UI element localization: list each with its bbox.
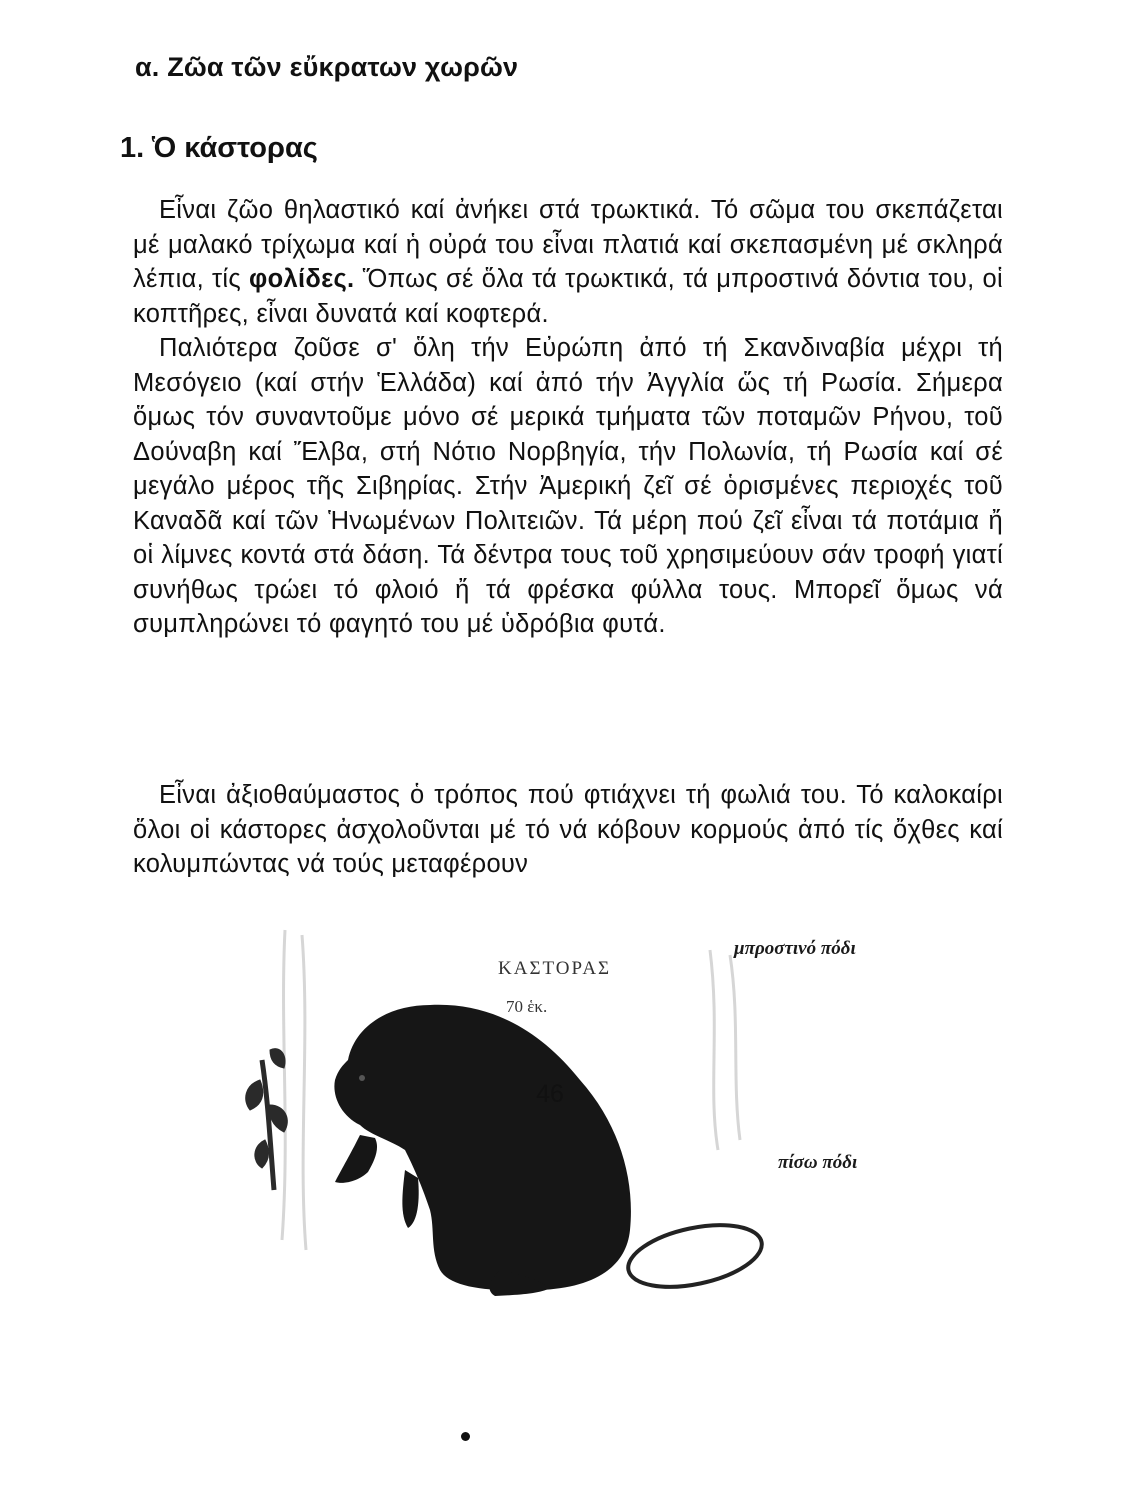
beaver-figure: [240, 910, 960, 1350]
bold-term-scales: φολίδες.: [249, 265, 355, 293]
beaver-front-paw: [335, 1135, 377, 1183]
beaver-silhouette: [334, 1005, 767, 1298]
label-front-paw: μπροστινό πόδι: [734, 938, 856, 959]
ink-dot: [461, 1432, 470, 1441]
subheading-beaver: 1. Ὁ κάστορας: [120, 132, 318, 164]
paragraph-1-end: Ὅπως σέ ὅλα τά τρωκτικά, τά μπροστινά δόντια του, οἱ κοπτῆρες, εἶναι δυνατά καί κοφτερά.: [133, 265, 1003, 328]
beaver-tail: [623, 1214, 768, 1297]
paragraph-habitat: Παλιότερα ζοῦσε σ' ὅλη τήν Εὐρώπη ἀπό τή Σκανδιναβία μέχρι τή Μεσόγειο (καί στήν Ἑλλάδα) καί ἀπό τήν Ἀγγλία ὥς τή Ρωσία. Σήμερα ὅμως τόν συναντοῦμε μόνο σέ μερικά τμήματα τῶν ποταμῶν Ρήνου, τοῦ Δούναβη καί Ἔλβα, στή Νότιο Νορβηγία, τήν Πολωνία, τή Ρωσία καί σέ μεγάλο μέρος τῆς Σιβηρίας. Στήν Ἀμερική ζεῖ σέ ὁρισμένες περιοχές τοῦ Καναδᾶ καί τῶν Ἡνωμένων Πολιτειῶν. Τά μέρη πού ζεῖ εἶναι τά ποτάμια ἤ οἱ λίμνες κοντά στά δάση. Τά δέντρα τους τοῦ χρησιμεύουν σάν τροφή γιατί συνήθως τρώει τό φλοιό ἤ τά φρέσκα φύλλα τους. Μπορεῖ ὅμως νά συμπληρώνει τό φαγητό του μέ ὑδρόβια φυτά.: [133, 334, 1003, 638]
paragraph-1-start: Εἶναι ζῶο θηλαστικό καί ἀνήκει στά τρωκτικά. Τό σῶμα του σκεπάζεται μέ μαλακό τρίχωμα καί ἡ οὐρά του εἶναι πλατιά καί σκεπασμένη μέ σκληρά λέπια, τίς: [133, 196, 1003, 293]
figure-size: 70 ἑκ.: [506, 997, 548, 1016]
body-text-lower: [133, 778, 1003, 882]
label-hind-paw: πίσω πόδι: [778, 1152, 858, 1173]
figure-title: ΚΑΣΤΟΡΑΣ: [498, 958, 612, 979]
section-heading: α. Ζῶα τῶν εὔκρατων χωρῶν: [135, 52, 519, 82]
plant-stem: [246, 1049, 288, 1190]
body-text-upper: [133, 193, 1003, 642]
beaver-body: [334, 1005, 631, 1291]
page-number: 46: [536, 1080, 564, 1108]
paragraph-nest: Εἶναι ἀξιοθαύμαστος ὁ τρόπος πού φτιάχνει τή φωλιά του. Τό καλοκαίρι ὅλοι οἱ κάστορες ἀσχολοῦνται μέ τό νά κόβουν κορμούς ἀπό τίς ὄχθες καί κολυμπώντας νά τούς μεταφέρουν: [133, 781, 1003, 878]
paragraph-description: [133, 193, 1003, 331]
